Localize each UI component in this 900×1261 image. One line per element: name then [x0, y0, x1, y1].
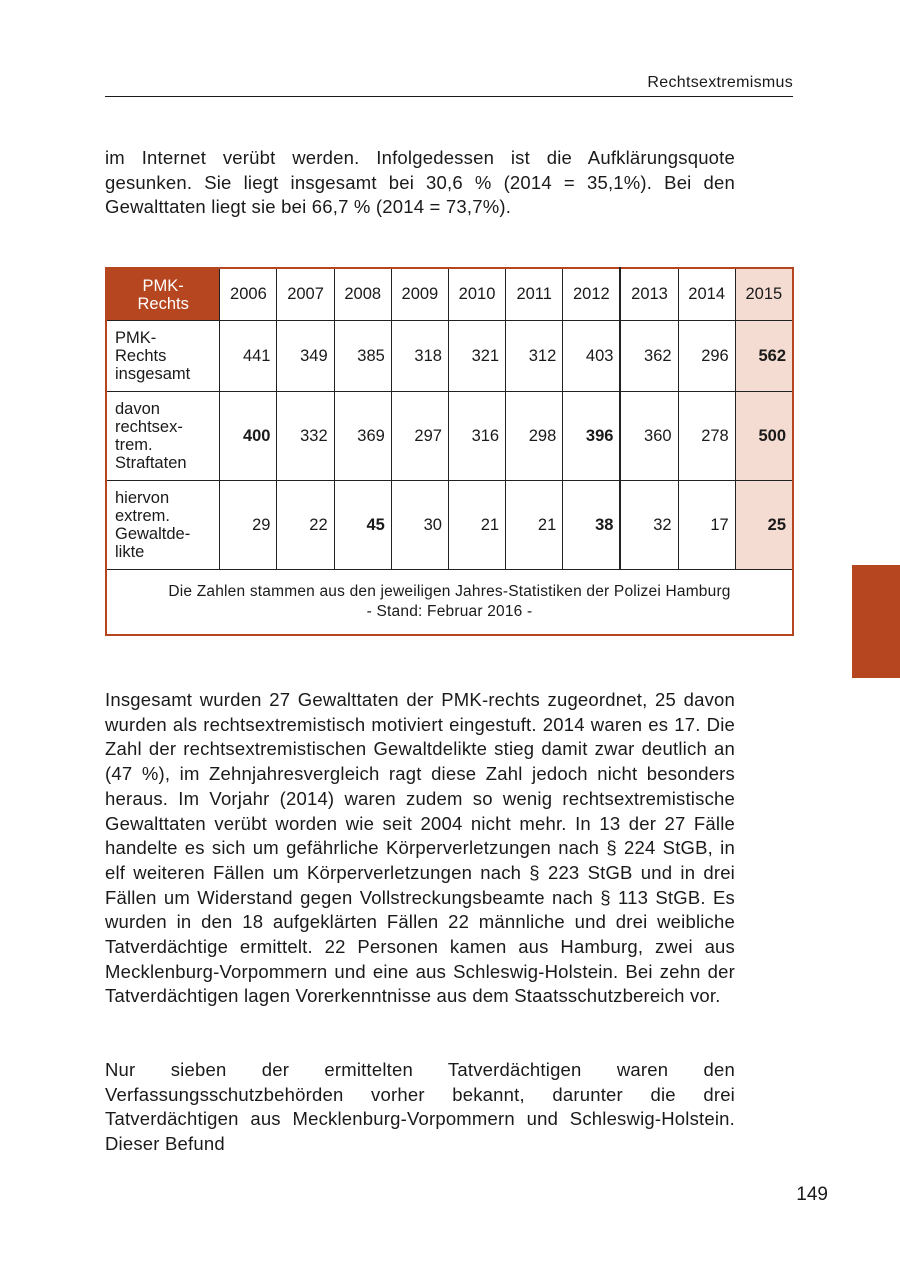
table-cell: 29 — [220, 481, 277, 570]
table-cell: 45 — [334, 481, 391, 570]
table-cell: 316 — [448, 392, 505, 481]
table-source-note — [106, 570, 793, 636]
table-cell: 17 — [678, 481, 735, 570]
table-cell: 22 — [277, 481, 334, 570]
page-number: 149 — [796, 1184, 828, 1205]
table-corner-label: PMK- Rechts — [106, 268, 220, 321]
table-cell: 318 — [391, 321, 448, 392]
table-cell: 400 — [220, 392, 277, 481]
table-cell: 321 — [448, 321, 505, 392]
table-cell: 403 — [563, 321, 621, 392]
year-header-highlight: 2015 — [735, 268, 793, 321]
year-header: 2013 — [620, 268, 678, 321]
section-title: Rechtsextremismus — [647, 74, 793, 91]
table-cell-highlight: 500 — [735, 392, 793, 481]
table-cell: 32 — [620, 481, 678, 570]
table-cell: 21 — [506, 481, 563, 570]
year-header: 2009 — [391, 268, 448, 321]
paragraph-violent-crimes: Insgesamt wurden 27 Gewalttaten der PMK-rechts zugeordnet, 25 davon wurden als rechtsextremistisch motiviert eingestuft. 2014 waren es 17. Die Zahl der rechtsextremistischen Gewaltdelikte stieg damit zwar deutlich an (47 %), im Zehnjahresvergleich ragt diese Zahl jedoch nicht besonders heraus. Im Vorjahr (2014) waren zudem so wenig rechtsextremistische Gewalttaten verübt worden wie seit 2004 nicht mehr. In 13 der 27 Fälle handelte es sich um gefährliche Körperverletzungen nach § 224 StGB, in elf weiteren Fällen um Körperverletzungen nach § 223 StGB und in drei Fällen um Widerstand gegen Vollstreckungsbeamte nach § 113 StGB. Es wurden in den 18 aufgeklärten Fällen 22 männliche und drei weibliche Tatverdächtige ermittelt. 22 Personen kamen aus Hamburg, zwei aus Mecklenburg-Vorpommern und eine aus Schleswig-Holstein. Bei zehn der Tatverdächtigen lagen Vorerkenntnisse aus dem Staatsschutzbereich vor. — [105, 689, 735, 1007]
table-cell: 396 — [563, 392, 621, 481]
running-header — [105, 74, 793, 97]
table-cell: 278 — [678, 392, 735, 481]
table-cell: 297 — [391, 392, 448, 481]
table-cell: 360 — [620, 392, 678, 481]
year-header: 2008 — [334, 268, 391, 321]
table-header-row — [106, 268, 793, 321]
row-label: PMK- Rechts insgesamt — [106, 321, 220, 392]
table-cell: 298 — [506, 392, 563, 481]
table-cell: 362 — [620, 321, 678, 392]
table-cell: 30 — [391, 481, 448, 570]
table-cell: 441 — [220, 321, 277, 392]
table-cell: 312 — [506, 321, 563, 392]
table-row — [106, 481, 793, 570]
table-row — [106, 321, 793, 392]
table-cell: 332 — [277, 392, 334, 481]
row-label: hiervon extrem. Gewaltde- likte — [106, 481, 220, 570]
year-header: 2012 — [563, 268, 621, 321]
table-cell: 296 — [678, 321, 735, 392]
table-cell: 385 — [334, 321, 391, 392]
year-header: 2010 — [448, 268, 505, 321]
paragraph-suspects: Nur sieben der ermittelten Tatverdächtigen waren den Verfassungsschutzbehörden vorher bekannt, darunter die drei Tatverdächtigen aus Mecklenburg-Vorpommern und Schleswig-Holstein. Dieser Befund — [105, 1059, 735, 1155]
table-cell-highlight: 562 — [735, 321, 793, 392]
year-header: 2007 — [277, 268, 334, 321]
statistics-table — [105, 267, 794, 636]
table-cell: 369 — [334, 392, 391, 481]
table-row — [106, 392, 793, 481]
year-header: 2006 — [220, 268, 277, 321]
table-cell: 349 — [277, 321, 334, 392]
chapter-side-tab — [852, 565, 900, 678]
paragraph-clearance-rate: im Internet verübt werden. Infolgedessen ist die Aufklärungsquote gesunken. Sie liegt insgesamt bei 30,6 % (2014 = 35,1%). Bei den Gewalttaten liegt sie bei 66,7 % (2014 = 73,7%). — [105, 147, 735, 218]
year-header: 2014 — [678, 268, 735, 321]
source-line-2: - Stand: Februar 2016 - — [366, 603, 533, 620]
table-source-row — [106, 570, 793, 636]
source-line-1: Die Zahlen stammen aus den jeweiligen Jahres-Statistiken der Polizei Hamburg — [168, 583, 731, 600]
year-header: 2011 — [506, 268, 563, 321]
table-cell-highlight: 25 — [735, 481, 793, 570]
table-cell: 21 — [448, 481, 505, 570]
table-cell: 38 — [563, 481, 621, 570]
row-label: davon rechtsex- trem. Straftaten — [106, 392, 220, 481]
